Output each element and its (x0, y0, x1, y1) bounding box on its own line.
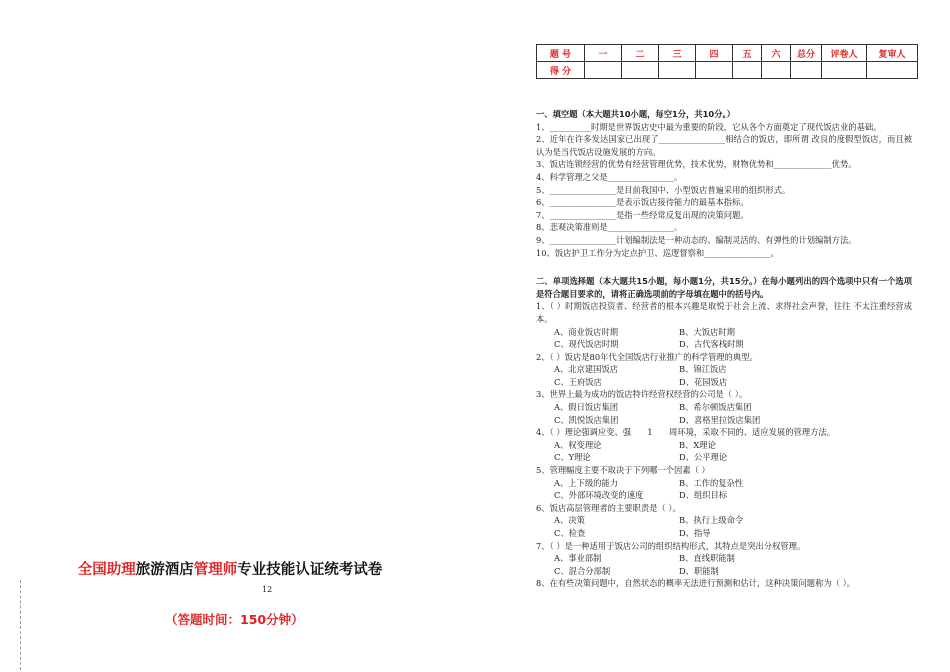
score-cell[interactable] (733, 62, 762, 79)
fill-question: 2、近年在许多发达国家已出现了________________相结合的饭店，即所谓 改良的度假型饭店，而且被认为是当代饭店设施发展的方向。 (536, 134, 912, 157)
option: B、直线职能制 (679, 553, 735, 564)
choice-options (536, 477, 912, 490)
score-row-label: 得 分 (537, 62, 585, 79)
choice-options (536, 363, 912, 376)
option: A、北京建国饭店 (554, 364, 619, 375)
q4-text-b: 周环境，采取不同的、适应发展的管理方法。 (669, 427, 835, 438)
header-cell: 六 (762, 45, 791, 62)
option: C、外部环境改变的速度 (554, 490, 644, 501)
choice-options (536, 401, 912, 414)
option: C、混合分部制 (554, 565, 611, 576)
option: B、大饭店时期 (679, 326, 735, 337)
choice-options (536, 565, 912, 578)
choice-options (536, 514, 912, 527)
choice-options (536, 414, 912, 427)
option: C、凯悦饭店集团 (554, 414, 619, 425)
choice-question: 1、（ ）时期饭店投资者、经营者的根本兴趣是取悦于社会上流、求得社会声誉，往往 不太注重经营成本。 (536, 301, 912, 324)
option: D、职能制 (679, 565, 719, 576)
option: D、公平理论 (679, 452, 728, 463)
choice-options (536, 527, 912, 540)
title-part-4: 专业技能认证统考试卷 (237, 562, 383, 578)
section1-title: 一、填空题（本大题共10小题，每空1分，共10分。） (536, 109, 735, 119)
section2-title: 二、单项选择题（本大题共15小题，每小题1分，共15分。）在每小题列出的四个选项中只有一个选项是符合题目要求的，请将正确选项前的字母填在题中的括号内。 (536, 276, 912, 299)
choice-question: 8、在有些决策问题中，自然状态的概率无法进行预测和估计，这种决策问题称为（ ）。 (536, 578, 856, 589)
option: B、工作的复杂性 (679, 477, 744, 488)
header-cell: 题 号 (537, 45, 585, 62)
q4-marker: 1 (647, 427, 653, 438)
score-cell[interactable] (822, 62, 867, 79)
choice-question: 7、（ ）是一种适用于饭店公司的组织结构形式，其特点是突出分权管理。 (536, 540, 806, 551)
option: C、现代饭店时期 (554, 339, 619, 350)
time-note: （答题时间：150分钟） (165, 612, 304, 627)
score-cell[interactable] (585, 62, 622, 79)
score-table-header (537, 45, 918, 62)
option: C、Y理论 (554, 452, 591, 463)
binding-dash-line (20, 580, 21, 670)
choice-question: 5、管理幅度主要不取决于下列哪一个因素（ ） (536, 465, 710, 476)
option: B、执行上级命令 (679, 515, 744, 526)
exam-title (70, 558, 390, 579)
option: C、检查 (554, 528, 586, 538)
fill-question: 3、饭店连锁经营的优势有经营管理优势，技术优势，财物优势和______________优势。 (536, 159, 857, 170)
header-cell: 五 (733, 45, 762, 62)
title-part-3: 管理师 (193, 562, 238, 578)
choice-options (536, 326, 912, 339)
choice-options (536, 552, 912, 565)
header-cell: 总分 (791, 45, 822, 62)
fill-question: 5、________________是目前我国中、小型饭店普遍采用的组织形式。 (536, 184, 791, 195)
header-cell: 复审人 (867, 45, 918, 62)
fill-question: 8、悲观决策准则是________________。 (536, 222, 683, 233)
option: A、假日饭店集团 (554, 402, 619, 413)
fill-question: 9、________________计划编制法是一种动态的、编制灵活的、有弹性的计划编制方法。 (536, 234, 857, 245)
score-cell[interactable] (791, 62, 822, 79)
score-cell[interactable] (659, 62, 696, 79)
score-table (536, 44, 918, 79)
header-cell: 二 (622, 45, 659, 62)
option: A、事业部制 (554, 553, 602, 564)
option: B、希尔顿饭店集团 (679, 402, 752, 413)
header-cell: 三 (659, 45, 696, 62)
score-cell[interactable] (867, 62, 918, 79)
option: A、权变理论 (554, 439, 602, 450)
header-cell: 四 (696, 45, 733, 62)
page-number: 12 (262, 585, 273, 594)
header-cell: 一 (585, 45, 622, 62)
fill-question: 4、科学管理之父是________________。 (536, 171, 683, 182)
option: D、喜格里拉饭店集团 (679, 414, 761, 425)
q4-text-a: 4、（ ）理论强调应变、强 (536, 427, 632, 438)
fill-question: 6、________________是表示饭店接待能力的最基本指标。 (536, 197, 749, 208)
fill-question: 10、饭店护卫工作分为定点护卫、巡逻督察和________________。 (536, 247, 779, 258)
option: D、组织目标 (679, 490, 728, 501)
option: B、X理论 (679, 439, 716, 450)
choice-question: 3、世界上最为成功的饭店特许经营权经营的公司是（ ）。 (536, 389, 748, 400)
option: A、上下级的能力 (554, 477, 619, 488)
choice-options (536, 489, 912, 502)
title-part-1: 全国助理 (77, 562, 136, 578)
choice-options (536, 439, 912, 452)
header-cell: 评卷人 (822, 45, 867, 62)
choice-options (536, 451, 912, 464)
choice-options (536, 376, 912, 389)
title-part-2: 旅游酒店 (135, 562, 194, 578)
fill-question: 7、________________是指一些经常反复出现的决策问题。 (536, 209, 749, 220)
option: D、花园饭店 (679, 376, 728, 387)
choice-question (536, 426, 912, 439)
option: A、决策 (554, 515, 585, 526)
questions-column (536, 108, 912, 590)
fill-question: 1、__________时期是世界饭店史中最为重要的阶段，它从各个方面奠定了现代饭店业的基础。 (536, 121, 882, 132)
choice-options (536, 338, 912, 351)
score-cell[interactable] (696, 62, 733, 79)
option: A、商业饭店时期 (554, 326, 619, 337)
option: B、锦江饭店 (679, 364, 727, 375)
score-cell[interactable] (762, 62, 791, 79)
option: C、王府饭店 (554, 376, 602, 387)
choice-question: 2、（ ）饭店是80年代全国饭店行业推广的科学管理的典型。 (536, 351, 758, 362)
score-cell[interactable] (622, 62, 659, 79)
choice-question: 6、饭店高层管理者的主要职责是（ ）。 (536, 502, 681, 513)
option: D、古代客栈时期 (679, 339, 744, 350)
score-row (537, 62, 918, 79)
option: D、指导 (679, 528, 711, 538)
